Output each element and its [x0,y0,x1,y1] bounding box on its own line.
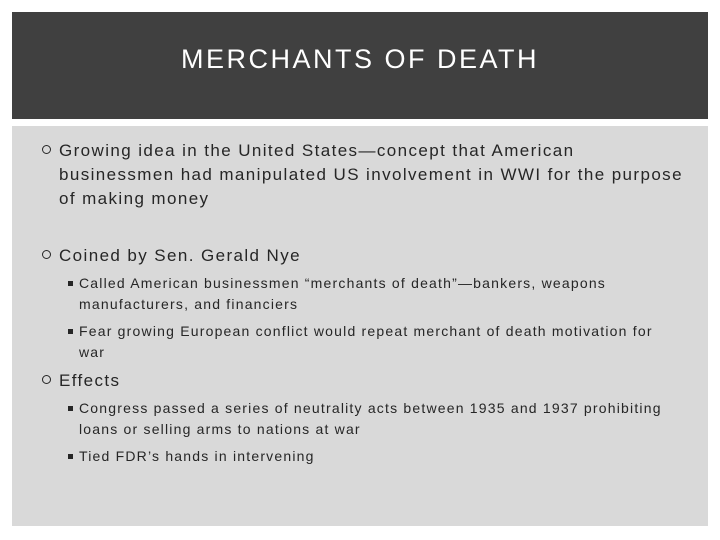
sub-bullet-text: Fear growing European conflict would repeat merchant of death motivation for war [79,323,653,360]
bullet-text: Growing idea in the United States—concept that American businessmen had manipulated US involvement in WWI for the purpose of making money [59,141,683,208]
sub-bullet-text: Called American businessmen “merchants of death”—bankers, weapons manufacturers, and financiers [79,275,607,312]
slide-title: MERCHANTS OF DEATH [180,44,539,74]
sub-bullet-text: Tied FDR’s hands in intervening [79,448,315,464]
title-bar [12,12,708,119]
square-bullet-icon [68,454,73,459]
bullet-text: Effects [59,371,121,390]
bullet-item [59,244,689,268]
bullet-text: Coined by Sen. Gerald Nye [59,246,301,265]
square-bullet-icon [68,406,73,411]
sub-bullet-text: Congress passed a series of neutrality acts between 1935 and 1937 prohibiting loans or selling arms to nations at war [79,400,662,437]
square-bullet-icon [68,329,73,334]
sub-bullet-item [79,321,679,363]
circle-bullet-icon [42,375,51,384]
square-bullet-icon [68,281,73,286]
bullet-item [59,369,689,393]
content-area [12,126,708,526]
circle-bullet-icon [42,250,51,259]
sub-bullet-item [79,273,679,315]
circle-bullet-icon [42,145,51,154]
sub-bullet-item [79,446,679,467]
sub-bullet-item [79,398,689,440]
bullet-item [59,139,689,211]
